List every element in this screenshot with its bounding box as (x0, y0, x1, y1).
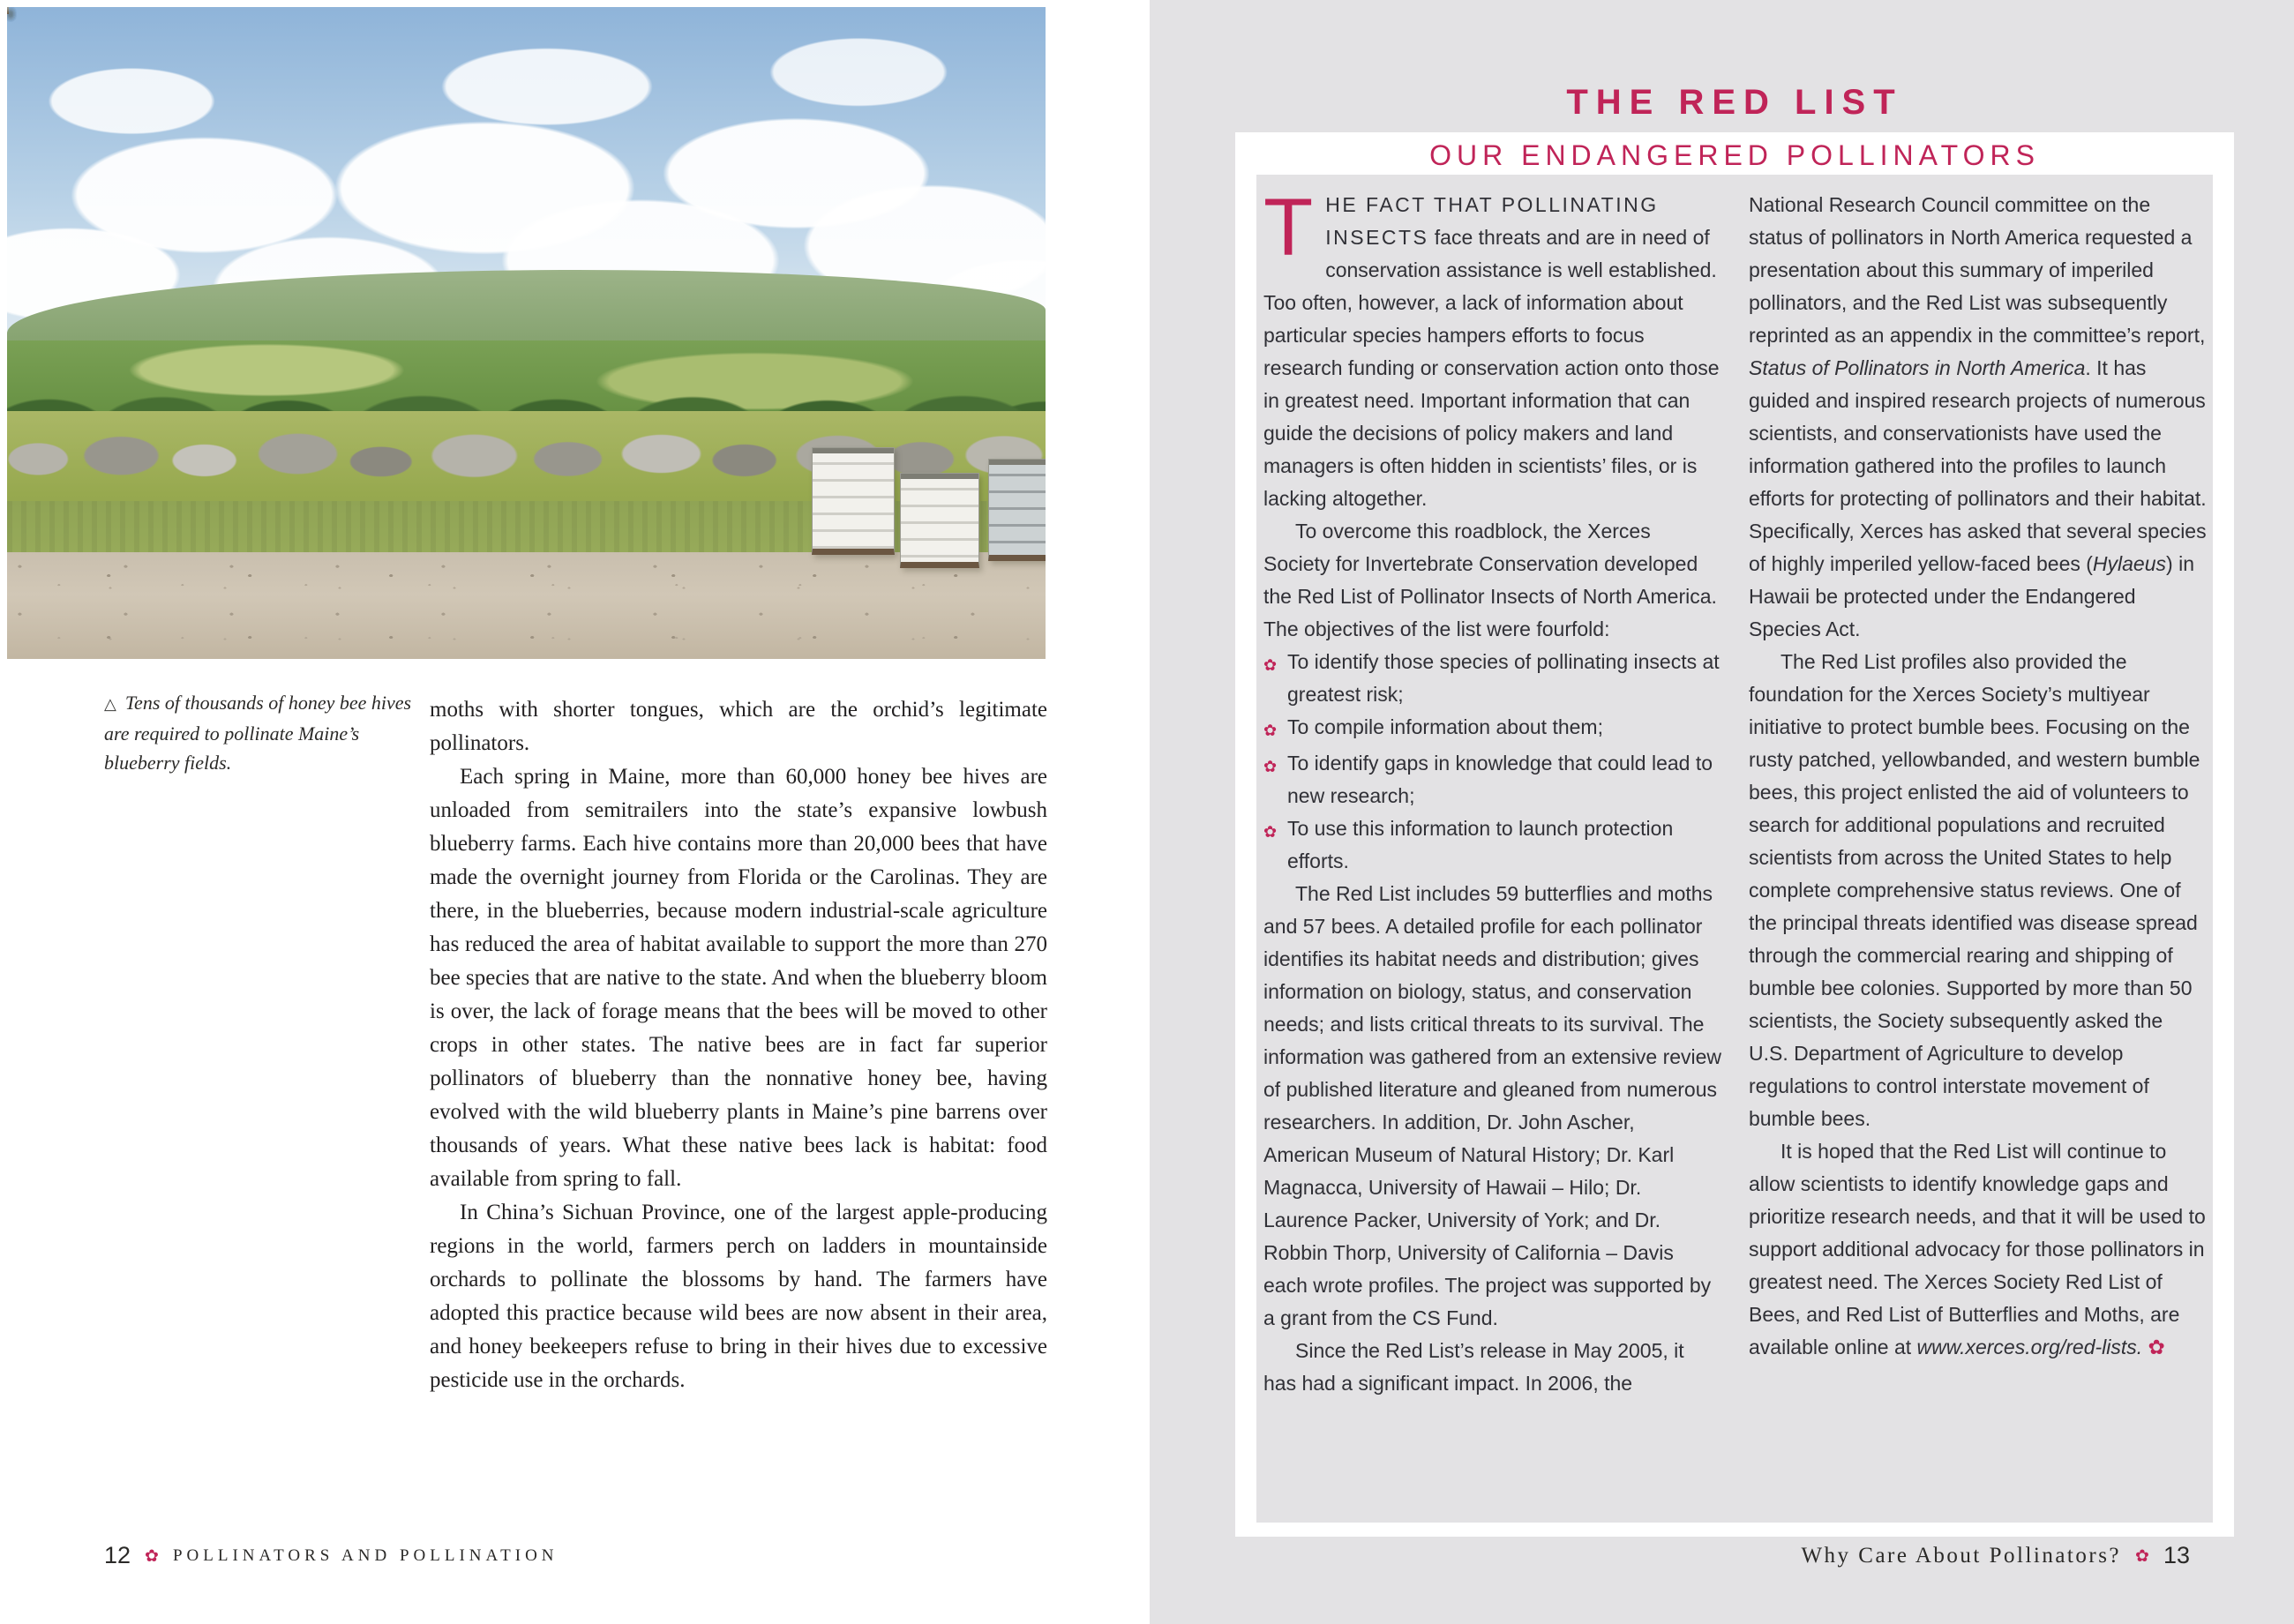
flower-bullet-icon: ✿ (1263, 722, 1278, 740)
sidebar-subtitle: OUR ENDANGERED POLLINATORS (1429, 139, 2040, 171)
opening-rest: face threats and are in need of conservation assistance is well established. Too often, however, a lack of information about particular species hampers efforts to focus research funding or conservation action onto those in greatest need. Important information that can guide the decisions of policy makers and land managers is often hidden in scientists’ files, or is lacking altogether. (1263, 226, 1720, 510)
body-paragraph: moths with shorter tongues, which are the orchid’s legitimate pollinators. (430, 698, 1047, 755)
objectives-list (1263, 646, 1722, 878)
sidebar-paragraph: National Research Council committee on the status of pollinators in North America requested a presentation about this summary of imperiled pollinators, and the Red List was subsequently reprinted as an appendix in the committee’s report, Status of Pollinators in North America. It has guided and inspired research projects of numerous scientists, and conservationists have used the information gathered into the profiles to launch efforts for protecting of pollinators and their habitat. Specifically, Xerces has asked that several species of highly imperiled yellow-faced bees (Hylaeus) in Hawaii be protected under the Endangered Species Act. (1749, 193, 2207, 640)
beehive (812, 447, 895, 555)
bullet-text: To identify those species of pollinating insects at greatest risk; (1287, 650, 1720, 706)
body-paragraph: Each spring in Maine, more than 60,000 honey bee hives are unloaded from semitrailers into the state’s expansive lowbush blueberry farms. Each hive contains more than 20,000 bees that have made the overnight journey from Florida or the Carolinas. They are there, in the blueberries, because modern industrial-scale agriculture has reduced the area of habitat available to support the more than 270 bee species that are native to the state. And when the blueberry bloom is over, the lack of forage means that the bees will be moved to other crops in other states. The native bees are in fact far superior pollinators of blueberry than the nonnative honey bee, having evolved with the wild blueberry plants in Maine’s pine barrens over thousands of years. What these native bees lack is habitat: food available from spring to fall. (430, 765, 1047, 1191)
triangle-icon: △ (104, 695, 116, 714)
bullet-text: To identify gaps in knowledge that could lead to new research; (1287, 752, 1713, 807)
photo-caption (104, 688, 415, 777)
flower-bullet-icon: ✿ (1263, 758, 1278, 776)
beehive (900, 473, 979, 568)
beehive (988, 459, 1046, 561)
sidebar-column-2 (1749, 189, 2208, 1400)
sidebar-paragraph: The Red List profiles also provided the foundation for the Xerces Society’s multiyear initiative to protect bumble bees. Focusing on the rusty patched, yellowbanded, and western bumble bees, this project enlisted the aid of volunteers to search for additional populations and recruited scientists from across the United States to help complete comprehensive status reviews. One of the principal threats identified was disease spread through the commercial rearing and shipping of bumble bee colonies. Supported by more than 50 scientists, the Society subsequently asked the U.S. Department of Agriculture to develop regulations to control interstate movement of bumble bees. (1749, 650, 2200, 1130)
red-list-sidebar-box (1235, 132, 2234, 1537)
beehive (7, 7, 9, 14)
sidebar-paragraph: The Red List includes 59 butterflies and moths and 57 bees. A detailed profile for each pollinator identifies its habitat needs and distribution; gives information on biology, status, and conservation needs; and lists critical threats to its survival. The information was gathered from an extensive review of published literature and gleaned from numerous researchers. In addition, Dr. John Ascher, American Museum of Natural History; Dr. Karl Magnacca, University of Hawaii – Hilo; Dr. Laurence Packer, University of York; and Dr. Robbin Thorp, University of California – Davis each wrote profiles. The project was supported by a grant from the CS Fund. (1263, 882, 1722, 1329)
list-item (1263, 812, 1722, 878)
left-page-number: 12 (104, 1542, 131, 1568)
sidebar-paragraph: To overcome this roadblock, the Xerces Society for Invertebrate Conservation developed the Red List of Pollinator Insects of North America. The objectives of the list were fourfold: (1263, 520, 1717, 640)
bullet-text: To use this information to launch protection efforts. (1287, 817, 1674, 872)
flower-bullet-icon: ✿ (1263, 823, 1278, 842)
caption-text: Tens of thousands of honey bee hives are required to pollinate Maine’s blueberry fields. (104, 692, 412, 774)
flower-icon: ✿ (2135, 1545, 2149, 1566)
left-page-footer (104, 1542, 559, 1569)
left-page-body (430, 693, 1047, 1397)
book-title: POLLINATORS AND POLLINATION (172, 1545, 559, 1565)
sidebar-column-1 (1263, 183, 1722, 1400)
right-page-footer (1801, 1542, 2190, 1569)
right-page-number: 13 (2163, 1542, 2190, 1568)
list-item (1263, 646, 1722, 711)
sidebar-paragraph: It is hoped that the Red List will continue to allow scientists to identify knowledge gaps and prioritize research needs, and that it will be used to support additional advocacy for those pollinators in greatest need. The Xerces Society Red List of Bees, and Red List of Butterflies and Moths, are available online at www.xerces.org/red-lists. ✿ (1749, 1140, 2206, 1358)
bullet-text: To compile information about them; (1287, 715, 1603, 738)
flower-bullet-icon: ✿ (1263, 656, 1278, 675)
list-item (1263, 711, 1722, 747)
photo-gravel-foreground (7, 552, 1046, 659)
beehive-field-photo (7, 7, 1046, 659)
sidebar-paragraph: Since the Red List’s release in May 2005, it has had a significant impact. In 2006, the (1263, 1339, 1684, 1395)
flower-icon: ✿ (145, 1545, 159, 1566)
sidebar-panel (1256, 175, 2213, 1523)
sidebar-title: THE RED LIST (1566, 83, 1903, 122)
list-item (1263, 747, 1722, 812)
opening-smallcaps: HE FACT THAT POLLINATING INSECTS (1325, 193, 1659, 249)
chapter-title: Why Care About Pollinators? (1801, 1543, 2122, 1568)
drop-cap: T (1263, 183, 1314, 273)
body-paragraph: In China’s Sichuan Province, one of the largest apple-producing regions in the world, farmers perch on ladders in mountainside orchards to pollinate the blossoms by hand. The farmers have adopted this practice because wild bees are now absent in their area, and honey beekeepers refuse to bring in their hives due to excessive pesticide use in the orchards. (430, 1201, 1047, 1392)
sidebar-opening-paragraph (1263, 183, 1722, 515)
sidebar-columns (1263, 183, 2208, 1400)
